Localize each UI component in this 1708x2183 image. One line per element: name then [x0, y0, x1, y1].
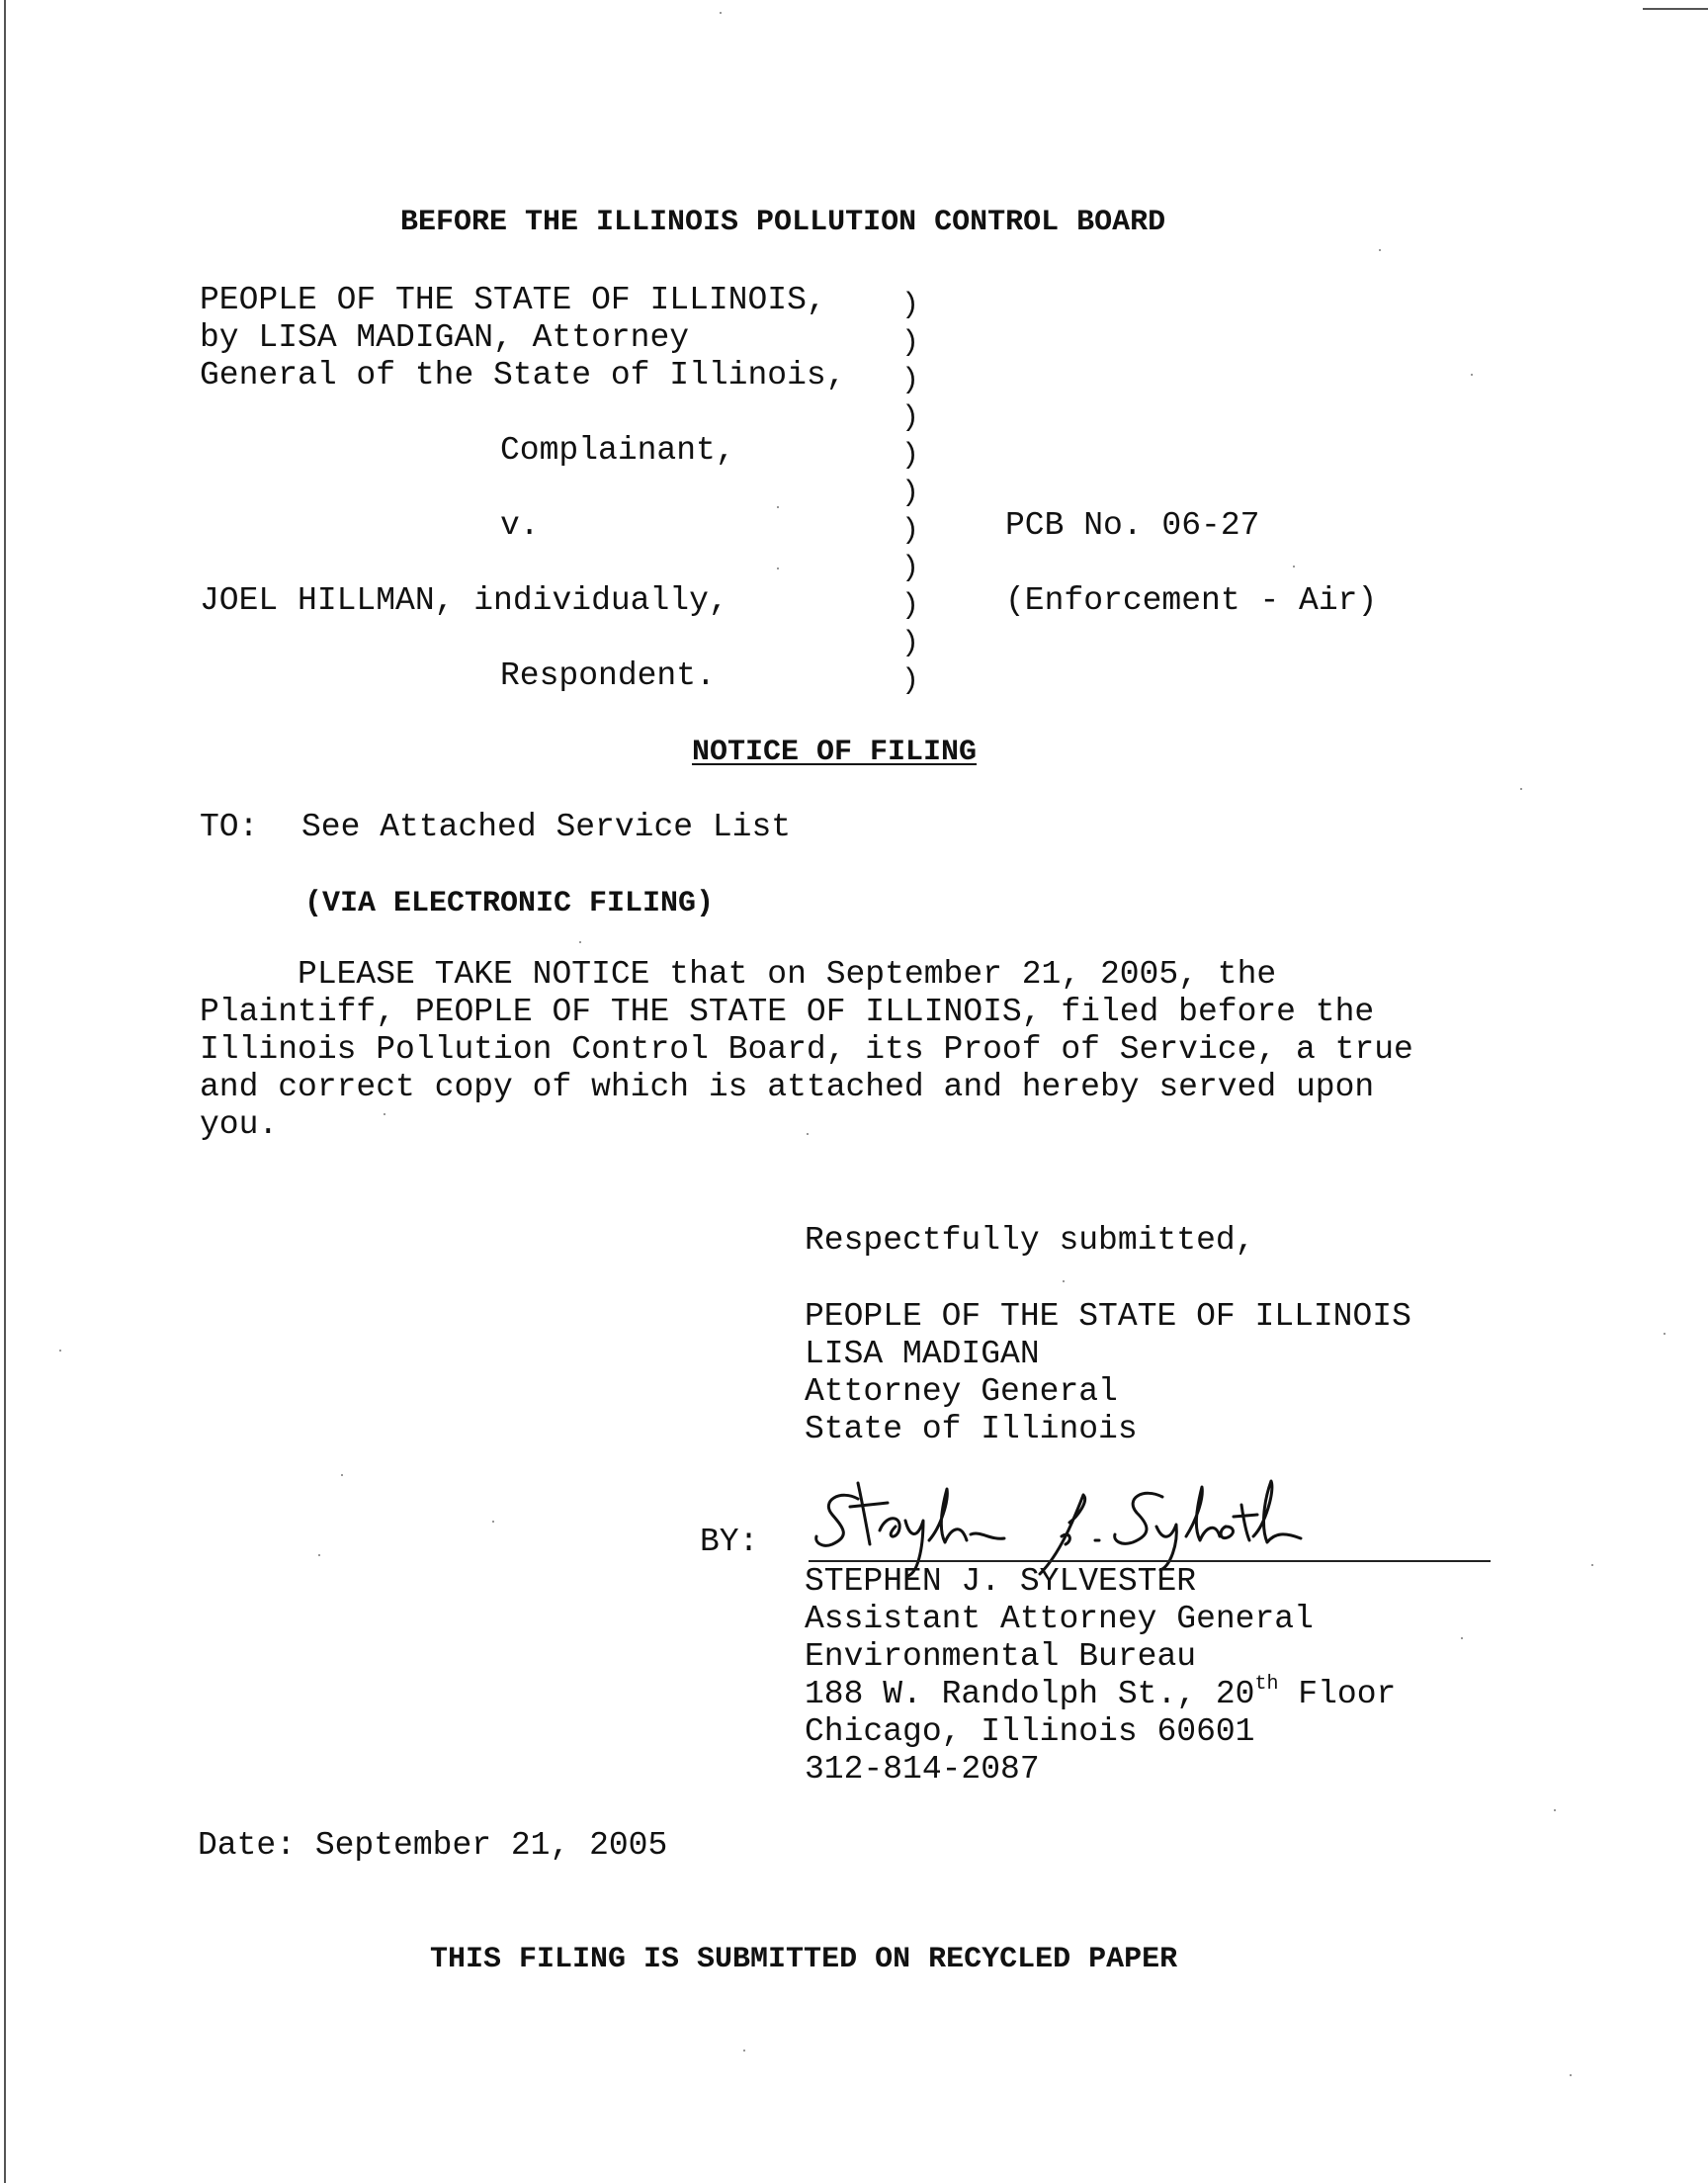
scan-speck	[743, 2050, 745, 2052]
via-electronic-filing: (VIA ELECTRONIC FILING)	[304, 887, 715, 920]
body-line: Plaintiff, PEOPLE OF THE STATE OF ILLINOIS, filed before the	[200, 994, 1375, 1030]
to-label: TO:	[200, 809, 259, 845]
caption-bracket: )	[901, 401, 920, 435]
caption-bracket: )	[901, 627, 920, 660]
case-type: (Enforcement - Air)	[1005, 582, 1378, 619]
plaintiff-line-1: PEOPLE OF THE STATE OF ILLINOIS,	[200, 282, 826, 318]
street-address-text: 188 W. Randolph St., 20	[805, 1676, 1255, 1712]
scan-speck	[384, 1113, 385, 1115]
city-address: Chicago, Illinois 60601	[805, 1713, 1255, 1750]
party-line-4: State of Illinois	[805, 1411, 1138, 1447]
party-line-1: PEOPLE OF THE STATE OF ILLINOIS	[805, 1298, 1411, 1335]
filing-date: Date: September 21, 2005	[198, 1827, 668, 1864]
scan-speck	[1293, 566, 1295, 568]
scan-speck	[807, 1133, 809, 1135]
scan-speck	[720, 12, 722, 14]
body-line: you.	[200, 1106, 279, 1143]
caption-bracket: )	[901, 364, 920, 397]
caption-bracket: )	[901, 664, 920, 698]
scan-speck	[777, 568, 779, 569]
scan-top-right-mark	[1643, 8, 1708, 10]
closing: Respectfully submitted,	[805, 1222, 1255, 1259]
scan-speck	[1461, 1637, 1463, 1639]
ordinal-suffix: th	[1254, 1673, 1279, 1696]
bureau: Environmental Bureau	[805, 1638, 1197, 1675]
scan-speck	[59, 1350, 61, 1352]
scan-left-edge	[4, 0, 6, 2183]
signer-title: Assistant Attorney General	[805, 1601, 1314, 1637]
party-line-2: LISA MADIGAN	[805, 1336, 1040, 1372]
party-line-3: Attorney General	[805, 1373, 1118, 1410]
scan-speck	[1471, 374, 1473, 376]
scan-speck	[1063, 1280, 1065, 1282]
respondent-name: JOEL HILLMAN, individually,	[200, 582, 728, 619]
caption-bracket: )	[901, 552, 920, 585]
scan-speck	[492, 1521, 494, 1523]
to-value: See Attached Service List	[301, 809, 792, 845]
caption-bracket: )	[901, 326, 920, 360]
caption-bracket: )	[901, 439, 920, 473]
notice-title: NOTICE OF FILING	[692, 736, 978, 769]
by-label: BY:	[700, 1524, 759, 1560]
scan-speck	[1554, 1809, 1556, 1811]
scan-speck	[1520, 788, 1522, 790]
plaintiff-line-3: General of the State of Illinois,	[200, 357, 846, 393]
street-address-floor: Floor	[1278, 1676, 1397, 1712]
scan-speck	[318, 1554, 320, 1556]
body-line: and correct copy of which is attached and hereby served upon	[200, 1069, 1375, 1105]
scan-speck	[341, 1474, 343, 1476]
phone-number: 312-814-2087	[805, 1751, 1040, 1788]
body-line: PLEASE TAKE NOTICE that on September 21, 2005, the	[200, 956, 1277, 993]
complainant-label: Complainant,	[500, 432, 735, 469]
case-number: PCB No. 06-27	[1005, 507, 1260, 544]
body-line: Illinois Pollution Control Board, its Proof of Service, a true	[200, 1031, 1413, 1068]
caption-bracket: )	[901, 514, 920, 548]
scan-speck	[579, 941, 581, 943]
caption-bracket: )	[901, 477, 920, 510]
scan-speck	[1379, 249, 1381, 251]
plaintiff-line-2: by LISA MADIGAN, Attorney	[200, 319, 690, 356]
street-address	[805, 1673, 1397, 1713]
scan-speck	[1591, 1564, 1593, 1566]
scan-speck	[1570, 2074, 1572, 2076]
scan-speck	[1664, 1333, 1665, 1335]
signature-line	[809, 1560, 1491, 1562]
recycled-paper-notice: THIS FILING IS SUBMITTED ON RECYCLED PAPER	[430, 1943, 1178, 1976]
caption-bracket: )	[901, 589, 920, 623]
caption-bracket: )	[901, 289, 920, 322]
versus-label: v.	[500, 507, 540, 544]
scan-speck	[777, 506, 779, 508]
signer-name: STEPHEN J. SYLVESTER	[805, 1563, 1197, 1600]
respondent-label: Respondent.	[500, 657, 716, 694]
court-title: BEFORE THE ILLINOIS POLLUTION CONTROL BOARD	[400, 206, 1166, 239]
